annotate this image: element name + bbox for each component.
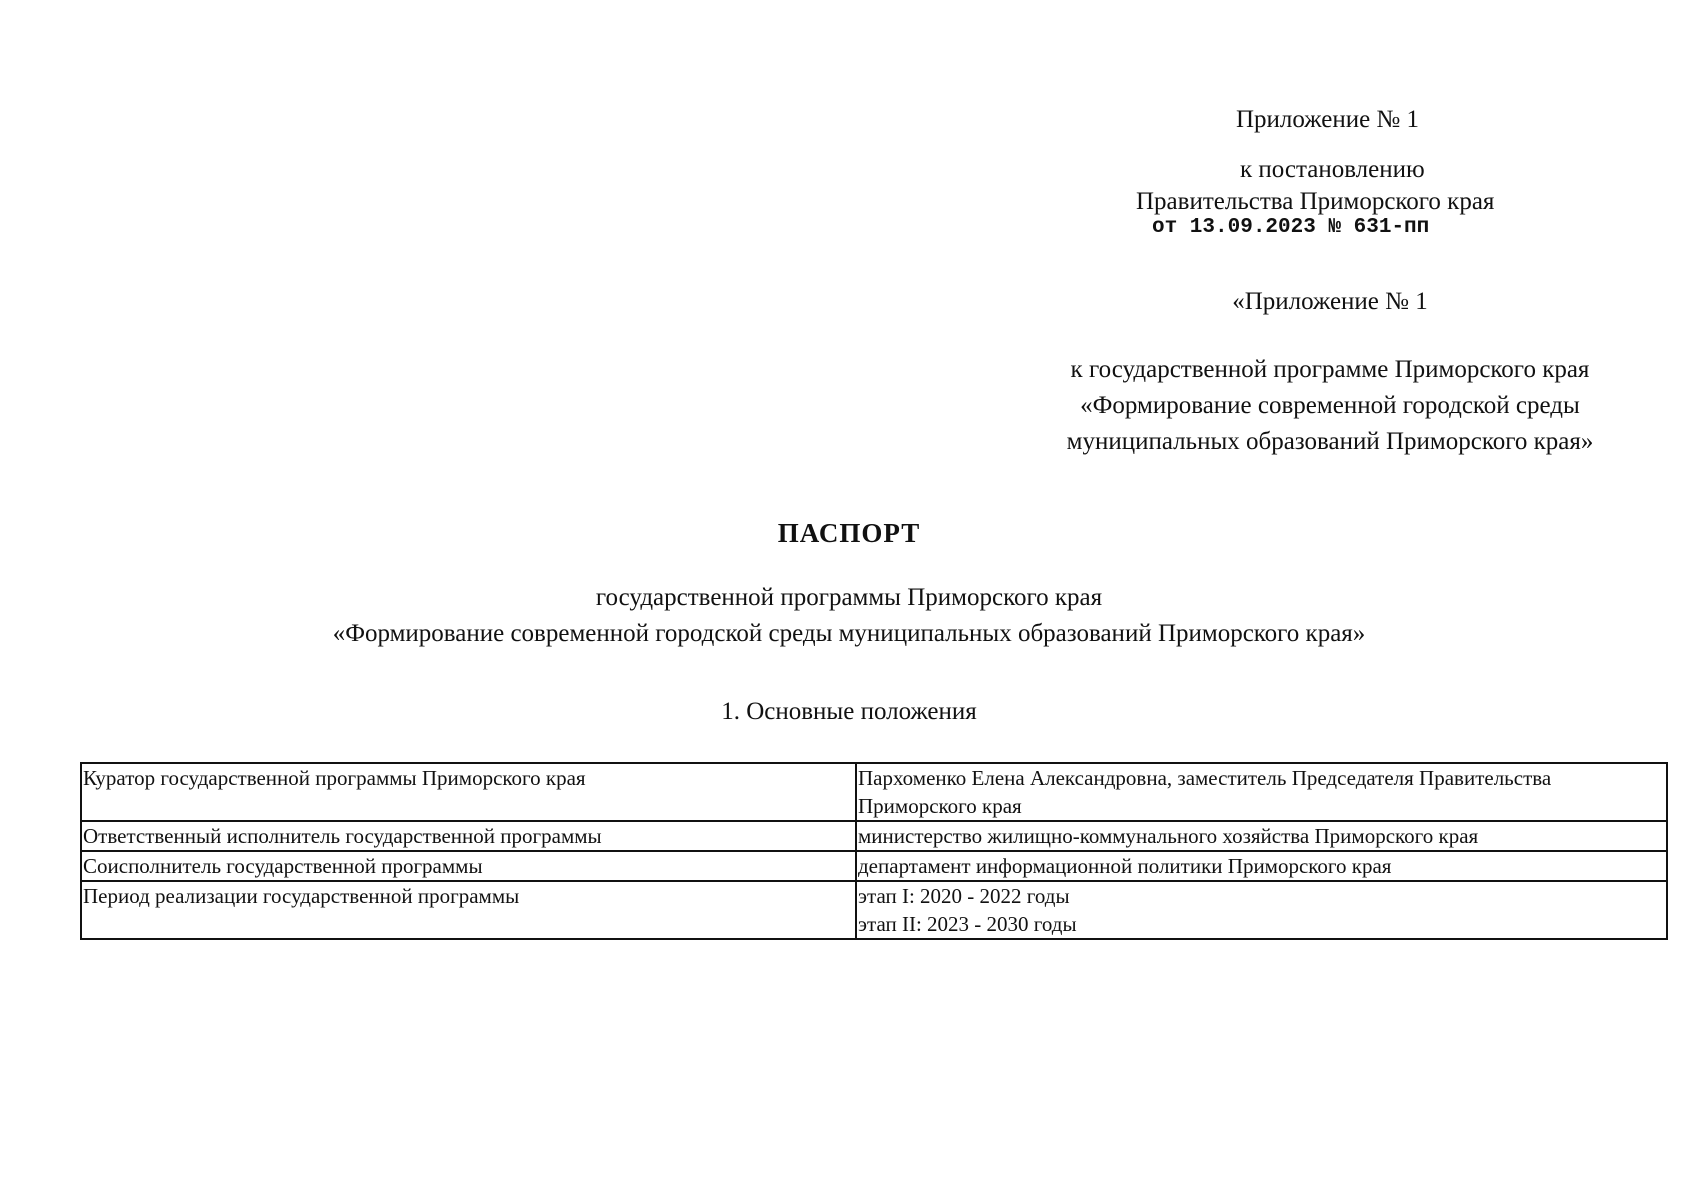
table-row: [81, 763, 1667, 821]
program-appendix-line-1: к государственной программе Приморского края: [1070, 356, 1590, 383]
row-label: Период реализации государственной программы: [81, 881, 856, 939]
program-appendix-reference: [1000, 352, 1660, 460]
row-value: [856, 821, 1667, 851]
row-label: Куратор государственной программы Приморского края: [81, 763, 856, 821]
row-label: Соисполнитель государственной программы: [81, 851, 856, 881]
row-value-line: министерство жилищно-коммунального хозяйства Приморского края: [858, 824, 1479, 848]
row-value-line: департамент информационной политики Приморского края: [858, 854, 1392, 878]
row-value-line: Пархоменко Елена Александровна, заместитель Председателя Правительства: [858, 766, 1552, 790]
table-row: [81, 821, 1667, 851]
appendix-heading: Приложение № 1: [1236, 106, 1420, 133]
resolution-date-number: от 13.09.2023 № 631-пп: [1152, 216, 1430, 239]
government-ref: Правительства Приморского края: [1136, 188, 1495, 215]
table-row: [81, 851, 1667, 881]
row-value: [856, 881, 1667, 939]
passport-title: ПАСПОРТ: [777, 518, 921, 548]
passport-table: [80, 762, 1668, 940]
row-label: Ответственный исполнитель государственной программы: [81, 821, 856, 851]
table-row: [81, 881, 1667, 939]
row-value: [856, 763, 1667, 821]
row-value-line: этап II: 2023 - 2030 годы: [858, 912, 1077, 936]
resolution-ref: к постановлению: [1240, 156, 1425, 183]
row-value-line: этап I: 2020 - 2022 годы: [858, 884, 1070, 908]
row-value: [856, 851, 1667, 881]
program-appendix-heading: «Приложение № 1: [1232, 288, 1428, 315]
row-value-line: Приморского края: [858, 794, 1022, 818]
passport-subtitle-2: «Формирование современной городской среды муниципальных образований Приморского края»: [332, 620, 1366, 647]
section-title: 1. Основные положения: [721, 698, 977, 725]
passport-subtitle-1: государственной программы Приморского края: [595, 584, 1103, 611]
program-appendix-line-2: «Формирование современной городской среды: [1080, 392, 1580, 419]
program-appendix-line-3: муниципальных образований Приморского края»: [1066, 428, 1594, 455]
